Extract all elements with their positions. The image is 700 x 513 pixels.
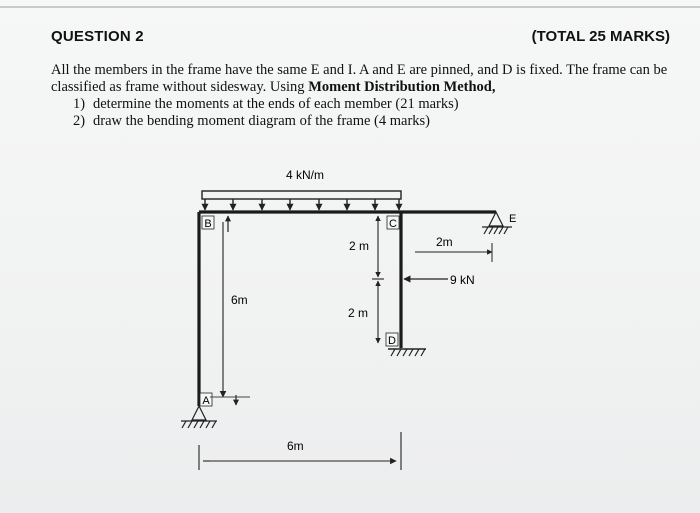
load-block (202, 191, 401, 199)
load-label: 4 kN/m (285, 168, 325, 182)
load-arrows (205, 199, 399, 210)
dimension-bc (199, 432, 401, 470)
distributed-load (202, 168, 401, 210)
question-title: QUESTION 2 (51, 28, 144, 45)
node-d-label: D (388, 335, 396, 347)
paragraph-text: All the members in the frame have the same E and I. A and E are pinned, and D is fixed. The frame can be classified as frame without sidesway. Using (51, 62, 668, 95)
paragraph-method: Moment Distribution Method, (308, 79, 496, 95)
node-a-label: A (202, 395, 210, 407)
node-b-label: B (204, 218, 212, 230)
task-text: draw the bending moment diagram of the frame (4 marks) (93, 113, 431, 129)
dimension-cp-label: 2 m (349, 239, 370, 253)
question-total-marks: (TOTAL 25 MARKS) (531, 28, 670, 45)
dimension-pd-label: 2 m (348, 306, 369, 320)
task-number: 1) (73, 96, 86, 112)
dimension-ce (415, 235, 492, 262)
task-number: 2) (73, 113, 86, 129)
node-c-label: C (389, 218, 397, 230)
node-e-label: E (509, 213, 517, 225)
point-load-label: 9 kN (450, 273, 475, 287)
dimension-ab-label: 6m (231, 293, 248, 307)
dimension-ab (210, 222, 250, 397)
task-text: determine the moments at the ends of each member (21 marks) (93, 96, 459, 112)
dimension-cd (348, 216, 384, 343)
point-load (404, 273, 475, 287)
dimension-bc-label: 6m (287, 439, 304, 453)
dimension-ce-label: 2m (436, 235, 453, 249)
pin-support-a (181, 406, 217, 428)
pin-support-e (482, 212, 512, 234)
fixed-support-d (388, 349, 426, 356)
